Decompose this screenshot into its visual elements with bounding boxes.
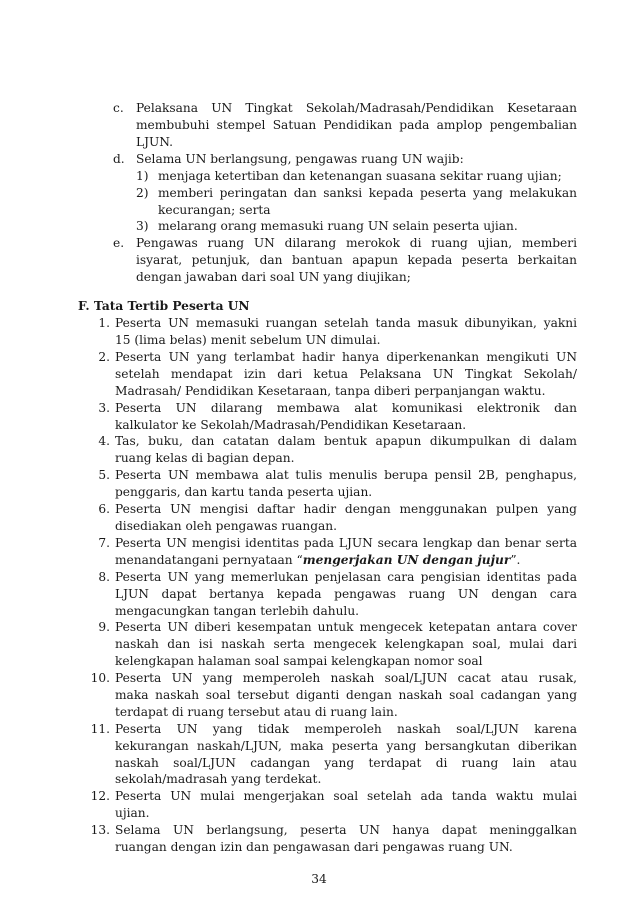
list-label: 1. — [98, 316, 110, 330]
list-item-text: ruangan dengan izin dan pengawasan dari pengawas ruang UN. — [115, 840, 513, 854]
list-item-text: kalkulator ke Sekolah/Madrasah/Pendidikan Kesetaraan. — [115, 418, 467, 432]
list-label: 7. — [98, 536, 110, 550]
list-item-text: kelengkapan halaman soal sampai kelengkapan nomor soal — [115, 654, 483, 668]
list-label: 6. — [98, 502, 110, 516]
list-label: e. — [113, 236, 125, 250]
list-item-text: setelah mendapat izin dari ketua Pelaksana UN Tingkat Sekolah/ — [115, 367, 577, 381]
sublist-item-text: melarang orang memasuki ruang UN selain peserta ujian. — [158, 219, 518, 233]
list-item-text: Madrasah/ Pendidikan Kesetaraan, tanpa diberi perpanjangan waktu. — [115, 384, 546, 398]
list-label: 12. — [90, 789, 110, 803]
page-number: 34 — [311, 872, 327, 886]
list-item-text: Peserta UN memasuki ruangan setelah tanda masuk dibunyikan, yakni — [115, 316, 577, 330]
pledge-emphasis: mengerjakan UN dengan jujur — [302, 553, 511, 567]
list-item-text: mengacungkan tangan terlebih dahulu. — [115, 604, 360, 618]
list-item-text: penggaris, dan kartu tanda peserta ujian. — [115, 485, 373, 499]
sublist-item-text: memberi peringatan dan sanksi kepada peserta yang melakukan — [158, 186, 577, 200]
list-item-text: membubuhi stempel Satuan Pendidikan pada amplop pengembalian — [136, 118, 577, 132]
list-item-text: Pengawas ruang UN dilarang merokok di ruang ujian, memberi — [136, 236, 577, 250]
list-item-text: Selama UN berlangsung, pengawas ruang UN wajib: — [136, 152, 464, 166]
sublist-item-text: menjaga ketertiban dan ketenangan suasana sekitar ruang ujian; — [158, 169, 562, 183]
sublist-label: 2) — [136, 186, 149, 200]
list-item-text: naskah soal/LJUN cadangan yang terdapat di ruang lain atau — [115, 756, 577, 770]
sublist-item-text: kecurangan; serta — [158, 203, 271, 217]
list-item-text: ruang kelas di bagian depan. — [115, 451, 295, 465]
list-item-text: ujian. — [115, 806, 150, 820]
list-item-text: Peserta UN yang memerlukan penjelasan cara pengisian identitas pada — [115, 570, 577, 584]
sublist-label: 1) — [136, 169, 149, 183]
list-item-text: naskah dan isi naskah serta mengecek kelengkapan soal, mulai dari — [115, 637, 577, 651]
pledge-prefix: menandatangani pernyataan “ — [115, 553, 303, 567]
list-item-text: Peserta UN membawa alat tulis menulis berupa pensil 2B, penghapus, — [115, 468, 577, 482]
list-label: 8. — [98, 570, 110, 584]
list-label: 10. — [90, 671, 110, 685]
list-item-text: LJUN dapat bertanya kepada pengawas ruang UN dengan cara — [115, 587, 577, 601]
list-label: 13. — [90, 823, 110, 837]
list-item-text: disediakan oleh pengawas ruangan. — [115, 519, 338, 533]
list-item-text: Peserta UN yang tidak memperoleh naskah soal/LJUN karena — [115, 722, 577, 736]
section-heading: F. Tata Tertib Peserta UN — [78, 299, 250, 313]
list-item-text — [115, 552, 520, 569]
list-item-text: isyarat, petunjuk, dan bantuan apapun kepada peserta berkaitan — [136, 253, 577, 267]
list-label: 9. — [98, 620, 110, 634]
list-item-text: maka naskah soal tersebut diganti dengan naskah soal cadangan yang — [115, 688, 577, 702]
list-label: 4. — [98, 434, 110, 448]
list-item-text: LJUN. — [136, 135, 174, 149]
list-label: 2. — [98, 350, 110, 364]
list-item-text: Peserta UN yang memperoleh naskah soal/LJUN cacat atau rusak, — [115, 671, 577, 685]
list-item-text: Peserta UN mengisi daftar hadir dengan menggunakan pulpen yang — [115, 502, 577, 516]
list-label: 3. — [98, 401, 110, 415]
list-item-text: terdapat di ruang tersebut atau di ruang lain. — [115, 705, 398, 719]
pledge-suffix: ”. — [510, 553, 521, 567]
list-item-text: sekolah/madrasah yang terdekat. — [115, 772, 322, 786]
list-item-text: Peserta UN dilarang membawa alat komunikasi elektronik dan — [115, 401, 577, 415]
list-item-text: Peserta UN mengisi identitas pada LJUN secara lengkap dan benar serta — [115, 536, 577, 550]
list-label: c. — [113, 101, 124, 115]
list-item-text: Pelaksana UN Tingkat Sekolah/Madrasah/Pendidikan Kesetaraan — [136, 101, 577, 115]
list-item-text: dengan jawaban dari soal UN yang diujikan; — [136, 270, 411, 284]
list-item-text: Selama UN berlangsung, peserta UN hanya dapat meninggalkan — [115, 823, 577, 837]
sublist-label: 3) — [136, 219, 149, 233]
list-item-text: kekurangan naskah/LJUN, maka peserta yang bersangkutan diberikan — [115, 739, 577, 753]
list-label: 11. — [90, 722, 110, 736]
list-label: 5. — [98, 468, 110, 482]
list-item-text: 15 (lima belas) menit sebelum UN dimulai. — [115, 333, 381, 347]
list-item-text: Peserta UN yang terlambat hadir hanya diperkenankan mengikuti UN — [115, 350, 577, 364]
list-item-text: Tas, buku, dan catatan dalam bentuk apapun dikumpulkan di dalam — [115, 434, 577, 448]
list-item-text: Peserta UN mulai mengerjakan soal setelah ada tanda waktu mulai — [115, 789, 577, 803]
list-item-text: Peserta UN diberi kesempatan untuk mengecek ketepatan antara cover — [115, 620, 577, 634]
list-label: d. — [113, 152, 125, 166]
